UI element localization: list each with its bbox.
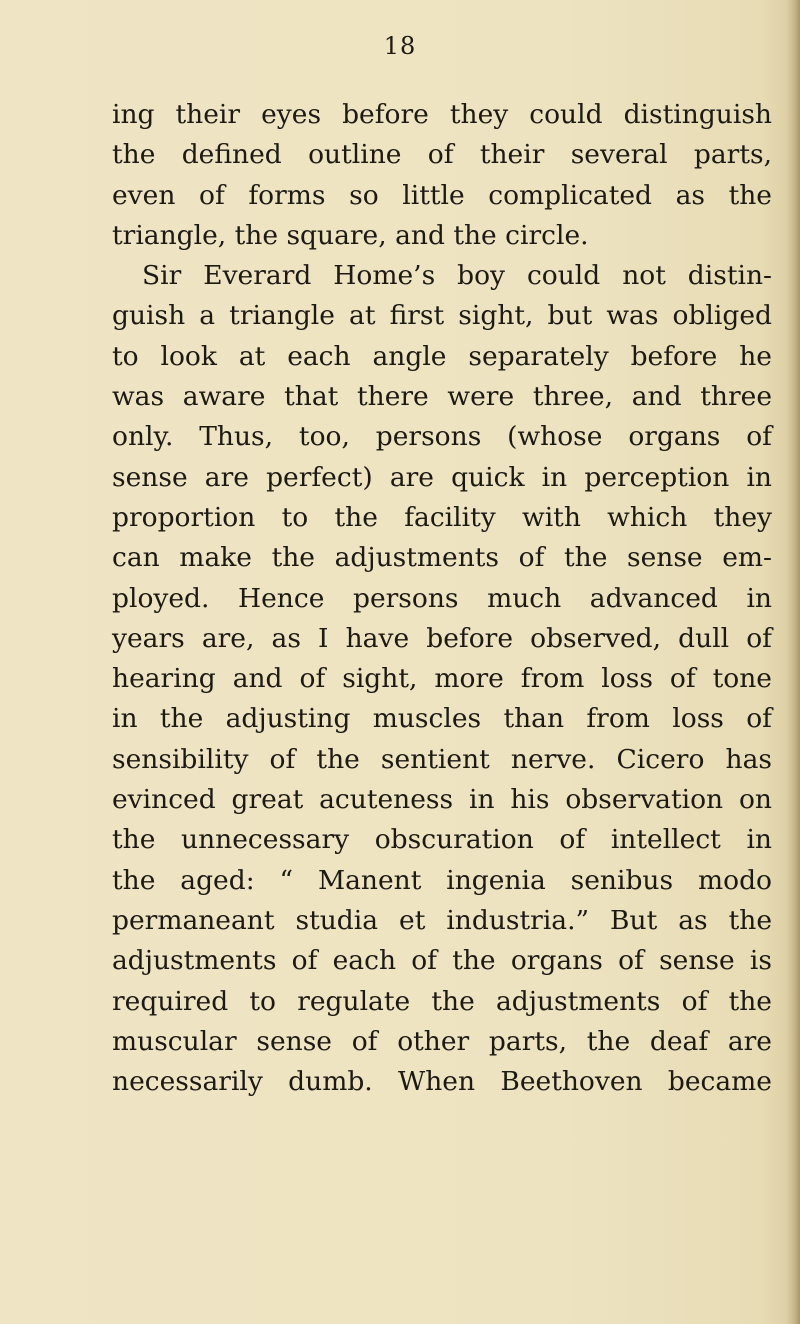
- text-line: ing their eyes before they could distinguish: [112, 99, 772, 130]
- text-line: adjustments of each of the organs of sense is: [112, 945, 772, 977]
- text-line: the aged: “ Manent ingenia senibus modo: [112, 864, 772, 896]
- text-line: in the adjusting muscles than from loss of: [112, 703, 772, 735]
- text-line: evinced great acuteness in his observation on: [112, 784, 772, 816]
- text-line: Sir Everard Home’s boy could not distin-: [142, 260, 772, 292]
- text-line: required to regulate the adjustments of the: [112, 985, 772, 1017]
- text-line: sensibility of the sentient nerve. Cicero has: [112, 743, 772, 775]
- text-line: the unnecessary obscuration of intellect in: [112, 824, 772, 856]
- text-line: even of forms so little complicated as the: [112, 179, 772, 211]
- text-line: muscular sense of other parts, the deaf are: [112, 1025, 772, 1057]
- page-number: 18: [383, 32, 417, 60]
- page-body-text: [112, 95, 772, 1102]
- text-line: necessarily dumb. When Beethoven became: [112, 1066, 772, 1098]
- text-line: permaneant studia et industria.” But as the: [112, 904, 772, 936]
- text-line: to look at each angle separately before he: [112, 340, 772, 372]
- text-line: the defined outline of their several parts,: [112, 139, 772, 171]
- text-line: triangle, the square, and the circle.: [112, 219, 589, 251]
- text-line: only. Thus, too, persons (whose organs of: [112, 421, 772, 453]
- page-edge-shadow: [786, 0, 800, 1324]
- text-line: can make the adjustments of the sense em-: [112, 542, 772, 574]
- text-line: guish a triangle at first sight, but was obliged: [112, 300, 772, 332]
- text-line: ployed. Hence persons much advanced in: [112, 582, 772, 614]
- text-line: hearing and of sight, more from loss of tone: [112, 663, 772, 695]
- text-line: was aware that there were three, and three: [112, 381, 772, 413]
- text-line: years are, as I have before observed, dull of: [112, 622, 772, 654]
- text-line: sense are perfect) are quick in perception in: [112, 461, 772, 493]
- text-line: proportion to the facility with which they: [112, 501, 772, 533]
